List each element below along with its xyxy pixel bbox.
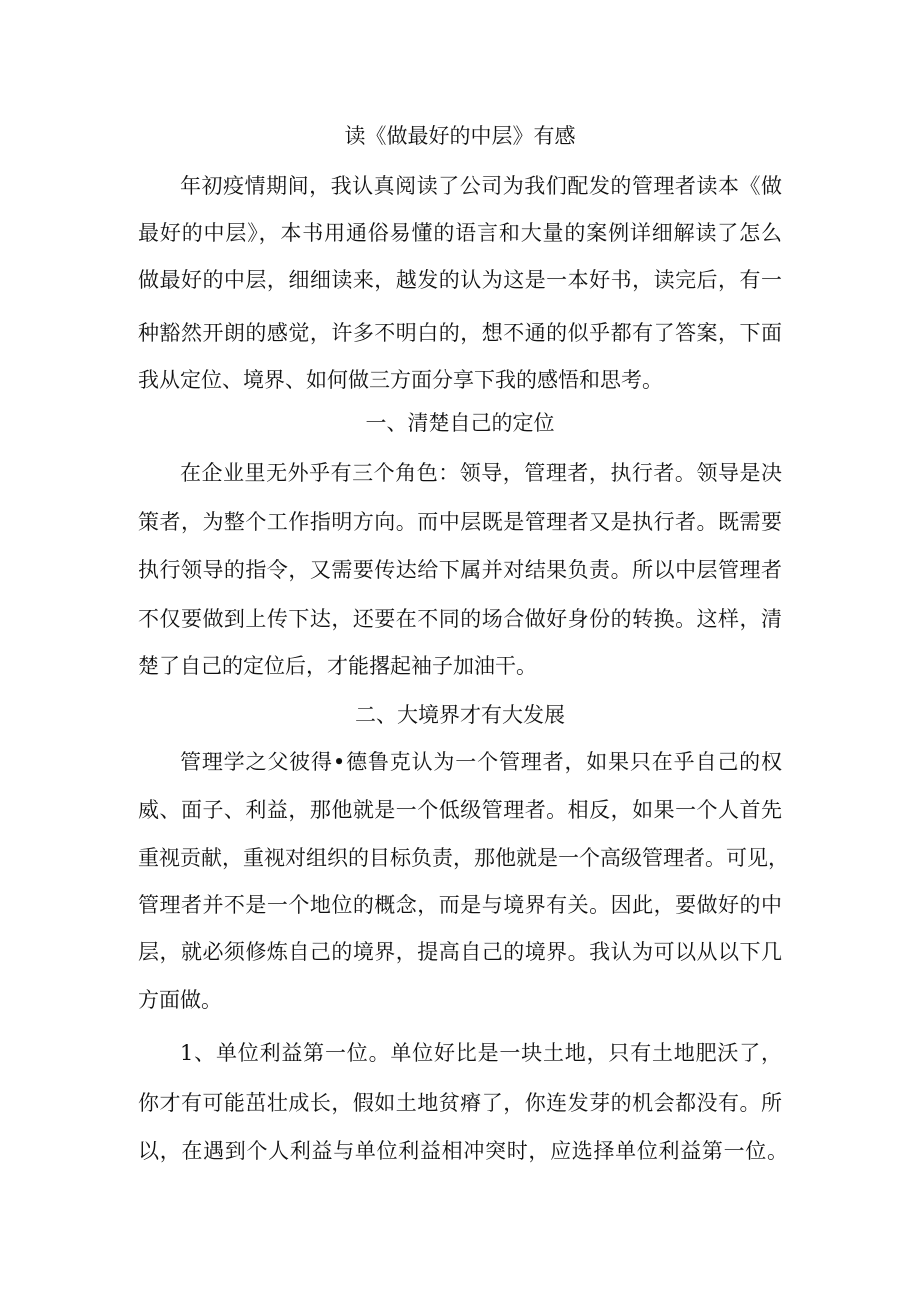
section1-line: 不仅要做到上传下达，还要在不同的场合做好身份的转换。这样，清 [138,607,782,631]
intro-line: 年初疫情期间，我认真阅读了公司为我们配发的管理者读本《做 [180,174,782,198]
section-heading: 二、大境界才有大发展 [355,703,565,727]
intro-line: 最好的中层》，本书用通俗易懂的语言和大量的案例详细解读了怎么 [138,221,782,245]
section2-line: 方面做。 [138,988,222,1012]
section2-line: 层，就必须修炼自己的境界，提高自己的境界。我认为可以从以下几 [138,940,782,964]
section2-line: 管理学之父彼得•德鲁克认为一个管理者，如果只在乎自己的权 [180,750,782,774]
intro-line: 我从定位、境界、如何做三方面分享下我的感悟和思考。 [138,368,663,392]
section2-line: 管理者并不是一个地位的概念，而是与境界有关。因此，要做好的中 [138,893,782,917]
point1-line: 以，在遇到个人利益与单位利益相冲突时，应选择单位利益第一位。 [138,1139,788,1163]
intro-line: 种豁然开朗的感觉，许多不明白的，想不通的似乎都有了答案，下面 [138,321,782,345]
intro-line: 做最好的中层，细细读来，越发的认为这是一本好书，读完后，有一 [138,268,782,292]
section1-line: 在企业里无外乎有三个角色：领导，管理者，执行者。领导是决 [180,461,782,485]
section2-line: 重视贡献，重视对组织的目标负责，那他就是一个高级管理者。可见， [138,846,789,870]
document-title: 读《做最好的中层》有感 [344,124,576,148]
section1-line: 执行领导的指令，又需要传达给下属并对结果负责。所以中层管理者 [138,558,782,582]
section1-line: 楚了自己的定位后，才能撂起袖子加油干。 [138,654,537,678]
section2-line: 威、面子、利益，那他就是一个低级管理者。相反，如果一个人首先 [138,798,782,822]
section-heading: 一、清楚自己的定位 [365,411,555,435]
point1-line: 你才有可能茁壮成长，假如土地贫瘠了，你连发芽的机会都没有。所 [138,1091,782,1115]
point1-line: 1、单位利益第一位。单位好比是一块土地，只有土地肥沃了， [180,1041,782,1065]
section1-line: 策者，为整个工作指明方向。而中层既是管理者又是执行者。既需要 [138,510,782,534]
